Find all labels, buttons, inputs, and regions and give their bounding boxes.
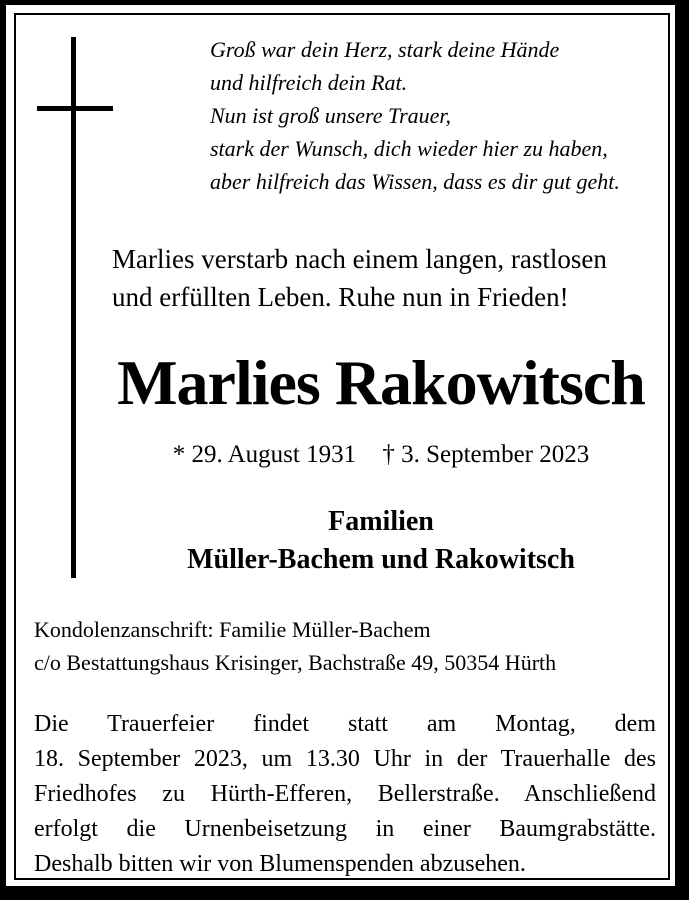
verse-line: und hilfreich dein Rat. bbox=[210, 70, 408, 95]
condolence-address bbox=[34, 613, 556, 679]
family-line: Müller-Bachem und Rakowitsch bbox=[187, 544, 575, 575]
opening-line: Marlies verstarb nach einem langen, rastlosen bbox=[112, 244, 607, 274]
ceremony-details bbox=[34, 707, 656, 882]
opening-text bbox=[112, 240, 650, 316]
verse-line: Groß war dein Herz, stark deine Hände bbox=[210, 37, 560, 62]
family-line: Familien bbox=[328, 506, 434, 537]
ceremony-line: erfolgt die Urnenbeisetzung in einer Baumgrabstätte. bbox=[34, 816, 656, 842]
verse-line: Nun ist groß unsere Trauer, bbox=[210, 103, 452, 128]
family-names bbox=[112, 503, 650, 579]
ceremony-line: Friedhofes zu Hürth-Efferen, Bellerstraße. Anschließend bbox=[34, 781, 656, 807]
condolence-line: Kondolenzanschrift: Familie Müller-Bachem bbox=[34, 617, 431, 642]
life-dates bbox=[112, 440, 650, 470]
ceremony-line: Die Trauerfeier findet statt am Montag, dem bbox=[34, 711, 656, 737]
birth-date: * 29. August 1931 bbox=[172, 441, 357, 468]
cross-icon-vertical-bar bbox=[71, 37, 76, 578]
deceased-name: Marlies Rakowitsch bbox=[117, 347, 645, 418]
ceremony-line: Deshalb bitten wir von Blumenspenden abzusehen. bbox=[34, 851, 526, 877]
death-date: † 3. September 2023 bbox=[382, 441, 590, 468]
opening-line: und erfüllten Leben. Ruhe nun in Frieden! bbox=[112, 282, 569, 312]
memorial-verse bbox=[210, 33, 620, 198]
condolence-line: c/o Bestattungshaus Krisinger, Bachstraße 49, 50354 Hürth bbox=[34, 650, 557, 675]
verse-line: aber hilfreich das Wissen, dass es dir gut geht. bbox=[210, 169, 620, 194]
verse-line: stark der Wunsch, dich wieder hier zu haben, bbox=[210, 136, 608, 161]
ceremony-line: 18. September 2023, um 13.30 Uhr in der Trauerhalle des bbox=[34, 746, 656, 772]
cross-icon-horizontal-bar bbox=[37, 106, 113, 111]
notice-sheet bbox=[6, 5, 675, 886]
